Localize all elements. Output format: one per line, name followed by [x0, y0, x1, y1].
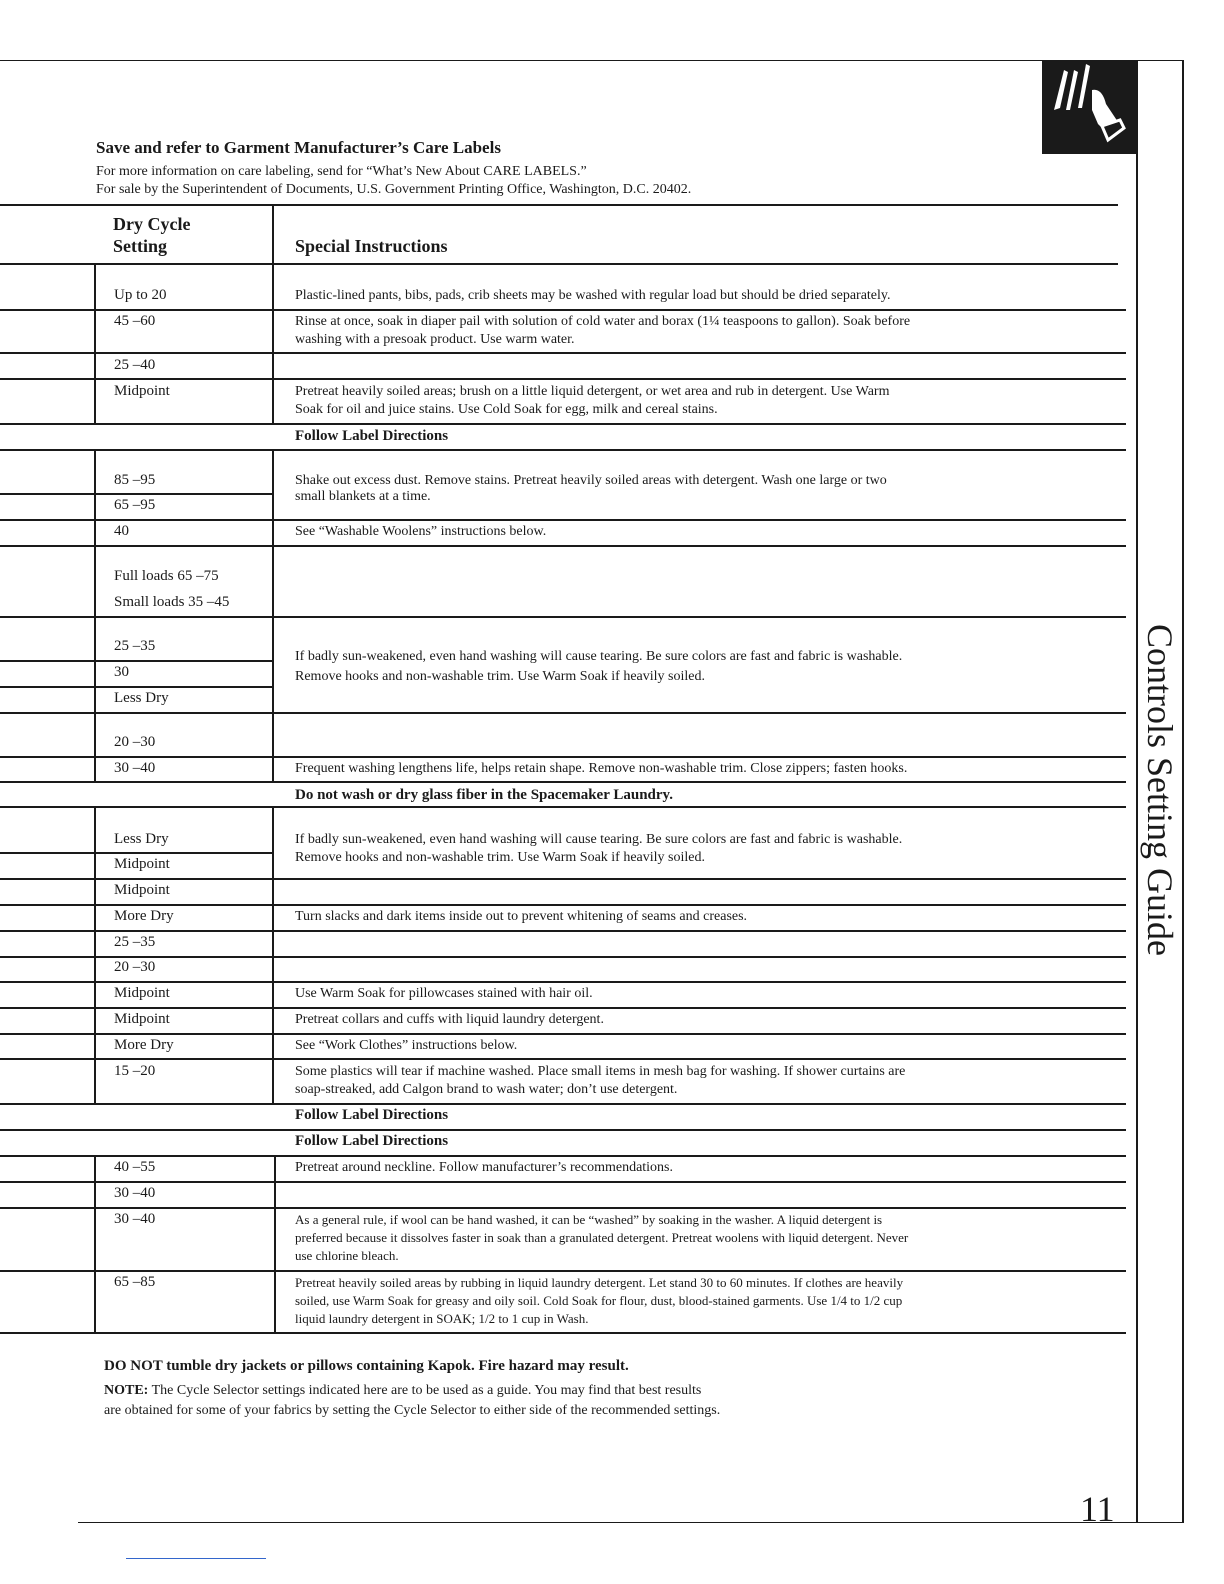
- row-rule: [0, 1270, 1126, 1272]
- table-row-instructions: See “Work Clothes” instructions below.: [295, 1038, 518, 1053]
- bottom-rule: [78, 1522, 1184, 1523]
- follow-label-directions: Follow Label Directions: [295, 1133, 449, 1149]
- col-instructions: Special Instructions: [295, 236, 448, 256]
- row-rule: [0, 1033, 1126, 1035]
- table-row-dry: 85 –95: [114, 472, 156, 488]
- table-row-dry: 65 –85: [114, 1274, 156, 1290]
- table-row-instructions: liquid laundry detergent in SOAK; 1/2 to 1 cup in Wash.: [295, 1311, 589, 1326]
- row-rule: [0, 1103, 1126, 1105]
- row-rule: [0, 930, 1126, 932]
- table-row-instructions: If badly sun-weakened, even hand washing will cause tearing. Be sure colors are fast and fabric is washable.: [295, 649, 903, 664]
- table-row-instructions: Remove hooks and non-washable trim. Use Warm Soak if heavily soiled.: [295, 850, 705, 865]
- hand-pointer-icon: [1042, 60, 1138, 154]
- table-row-instructions: washing with a presoak product. Use warm water.: [295, 332, 575, 347]
- table-row-dry: 20 –30: [114, 734, 156, 750]
- table-row-instructions: use chlorine bleach.: [295, 1248, 399, 1263]
- link-underline: [126, 1558, 266, 1559]
- table-row-instructions: Shake out excess dust. Remove stains. Pretreat heavily soiled areas with detergent. Wash one large or two: [295, 473, 887, 488]
- table-row-dry: Midpoint: [114, 856, 170, 872]
- table-row-instructions: Remove hooks and non-washable trim. Use Warm Soak if heavily soiled.: [295, 669, 705, 684]
- table-row-dry: Full loads 65 –75: [114, 568, 219, 584]
- table-row-instructions: soap-streaked, add Calgon brand to wash water; don’t use detergent.: [295, 1082, 678, 1097]
- row-rule: [0, 660, 274, 662]
- row-rule: [0, 686, 274, 688]
- table-row-instructions: Some plastics will tear if machine washed. Place small items in mesh bag for washing. If shower curtains are: [295, 1064, 906, 1079]
- table-row-instructions: Pretreat around neckline. Follow manufacturer’s recommendations.: [295, 1160, 674, 1175]
- table-top-rule: [0, 204, 1118, 206]
- table-row-dry: Up to 20: [114, 287, 167, 303]
- table-row-instructions: Pretreat heavily soiled areas; brush on a little liquid detergent, or wet area and rub in detergent. Use Warm: [295, 384, 890, 399]
- table-row-instructions: As a general rule, if wool can be hand washed, it can be “washed” by soaking in the washer. A liquid detergent is: [295, 1212, 883, 1227]
- row-rule: [0, 852, 274, 854]
- col-mid-1: [272, 265, 274, 425]
- kapok-warning: DO NOT tumble dry jackets or pillows containing Kapok. Fire hazard may result.: [104, 1358, 629, 1374]
- col-dry-line1: Dry Cycle: [113, 214, 191, 234]
- table-row-dry: 30 –40: [114, 1185, 156, 1201]
- row-rule: [0, 616, 1126, 618]
- table-row-dry: 30: [114, 664, 129, 680]
- care-labels-info-2: For sale by the Superintendent of Documents, U.S. Government Printing Office, Washington, D.C. 20402.: [96, 182, 692, 197]
- table-row-dry: 25 –35: [114, 934, 156, 950]
- table-row-dry: 40 –55: [114, 1159, 156, 1175]
- table-row-instructions: Pretreat collars and cuffs with liquid laundry detergent.: [295, 1012, 604, 1027]
- table-row-dry: 40: [114, 523, 129, 539]
- table-row-instructions: Pretreat heavily soiled areas by rubbing in liquid laundry detergent. Let stand 30 to 60 minutes. If clothes are heavily: [295, 1275, 904, 1290]
- row-rule: [0, 545, 1126, 547]
- row-rule: [0, 1155, 1126, 1157]
- table-row-instructions: Rinse at once, soak in diaper pail with solution of cold water and borax (1¼ teaspoons to gallon). Soak before: [295, 314, 911, 329]
- row-rule: [0, 956, 1126, 958]
- row-rule: [0, 1181, 1126, 1183]
- table-row-dry: 45 –60: [114, 313, 156, 329]
- header-bottom-rule: [0, 263, 1118, 265]
- table-row-dry: More Dry: [114, 908, 174, 924]
- table-row-dry: 25 –40: [114, 357, 156, 373]
- table-row-instructions: Soak for oil and juice stains. Use Cold Soak for egg, milk and cereal stains.: [295, 402, 718, 417]
- table-row-dry: Small loads 35 –45: [114, 594, 230, 610]
- top-rule: [0, 60, 1184, 61]
- table-row-dry: Less Dry: [114, 690, 169, 706]
- col-dry-line2: Setting: [113, 236, 167, 256]
- table-row-dry: 20 –30: [114, 959, 156, 975]
- care-labels-info-1: For more information on care labeling, send for “What’s New About CARE LABELS.”: [96, 164, 587, 179]
- note-label: NOTE:: [104, 1383, 149, 1398]
- row-rule: [0, 449, 1126, 451]
- table-row-instructions: If badly sun-weakened, even hand washing will cause tearing. Be sure colors are fast and fabric is washable.: [295, 832, 903, 847]
- table-row-instructions: Frequent washing lengthens life, helps retain shape. Remove non-washable trim. Close zippers; fasten hooks.: [295, 761, 908, 776]
- note-text-1: The Cycle Selector settings indicated here are to be used as a guide. You may find that best results: [148, 1383, 702, 1398]
- row-rule: [0, 712, 1126, 714]
- table-row-instructions: Use Warm Soak for pillowcases stained with hair oil.: [295, 986, 593, 1001]
- right-frame: [1182, 60, 1184, 1522]
- row-rule: [0, 1129, 1126, 1131]
- col-left-1: [94, 265, 96, 425]
- table-row-dry: 30 –40: [114, 1211, 156, 1227]
- row-rule: [0, 981, 1126, 983]
- row-rule: [0, 806, 1126, 808]
- follow-label-directions: Follow Label Directions: [295, 428, 449, 444]
- row-rule: [0, 756, 1126, 758]
- row-rule: [0, 878, 1126, 880]
- row-rule: [0, 904, 1126, 906]
- table-row-dry: Midpoint: [114, 882, 170, 898]
- table-row-dry: 65 –95: [114, 497, 156, 513]
- table-row-instructions: Turn slacks and dark items inside out to prevent whitening of seams and creases.: [295, 909, 748, 924]
- table-row-dry: 15 –20: [114, 1063, 156, 1079]
- note-line-2: are obtained for some of your fabrics by setting the Cycle Selector to either side of the recommended settings.: [104, 1403, 721, 1418]
- section-tab: [1042, 60, 1138, 154]
- row-rule: [0, 378, 1126, 380]
- table-row-dry: 25 –35: [114, 638, 156, 654]
- row-rule: [0, 423, 1126, 425]
- note-line-1: [104, 1383, 701, 1399]
- care-labels-title: Save and refer to Garment Manufacturer’s Care Labels: [96, 138, 501, 157]
- table-row-dry: Midpoint: [114, 1011, 170, 1027]
- table-row-dry: Midpoint: [114, 985, 170, 1001]
- row-rule: [0, 493, 274, 495]
- row-rule: [0, 1058, 1126, 1060]
- table-row-dry: Midpoint: [114, 383, 170, 399]
- row-rule: [0, 309, 1126, 311]
- table-row-dry: More Dry: [114, 1037, 174, 1053]
- table-row-instructions: Plastic-lined pants, bibs, pads, crib sheets may be washed with regular load but should be dried separately.: [295, 288, 891, 303]
- table-row-dry: Less Dry: [114, 831, 169, 847]
- table-row-instructions: small blankets at a time.: [295, 489, 431, 504]
- section-title: Controls Setting Guide: [1140, 624, 1180, 956]
- table-row-instructions: preferred because it dissolves faster in soak than a granulated detergent. Pretreat woolens with liquid detergent. Never: [295, 1230, 909, 1245]
- row-rule: [0, 781, 1126, 783]
- table-bottom-rule: [0, 1332, 1126, 1334]
- table-row-instructions: See “Washable Woolens” instructions below.: [295, 524, 547, 539]
- row-rule: [0, 1207, 1126, 1209]
- inner-frame: [1136, 154, 1138, 1522]
- row-rule: [0, 1007, 1126, 1009]
- row-rule: [0, 519, 1126, 521]
- table-row-dry: 30 –40: [114, 760, 156, 776]
- glass-fiber-warning: Do not wash or dry glass fiber in the Spacemaker Laundry.: [295, 787, 673, 803]
- follow-label-directions: Follow Label Directions: [295, 1107, 449, 1123]
- header-divider: [272, 206, 274, 264]
- row-rule: [0, 352, 1126, 354]
- table-row-instructions: soiled, use Warm Soak for greasy and oily soil. Cold Soak for flour, dust, blood-stained garments. Use 1/4 to 1/2 cup: [295, 1293, 903, 1308]
- page-number: 11: [1080, 1489, 1115, 1529]
